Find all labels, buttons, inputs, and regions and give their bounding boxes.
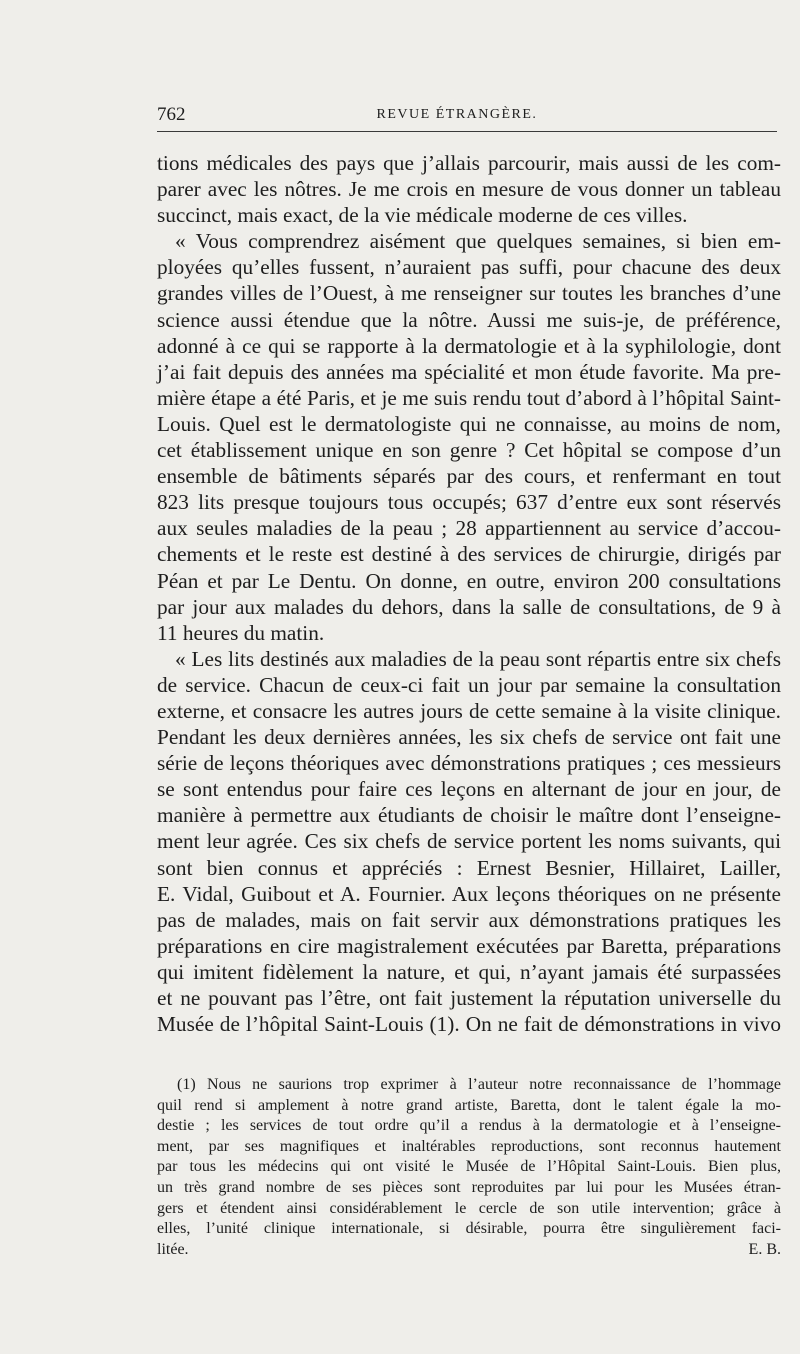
body-line: tions médicales des pays que j’allais parcourir, mais aussi de les com- [157,151,781,175]
page-header [157,104,777,130]
footnote-line: ment, par ses magnifiques et inaltérables reproductions, sont reconnus hautement [157,1137,781,1155]
body-line: Péan et par Le Dentu. On donne, en outre, environ 200 consultations [157,568,781,593]
body-line: ment leur agrée. Ces six chefs de service portent les noms suivants, qui [157,829,781,854]
body-line: externe, et consacre les autres jours de cette semaine à la visite clinique. [157,698,781,723]
footnote-line: par tous les médecins qui ont visité le Musée de l’Hôpital Saint-Louis. Bien plus, [157,1158,781,1176]
body-line: Louis. Quel est le dermatologiste qui ne connaisse, au moins de nom, [157,411,781,436]
body-line: cet établissement unique en son genre ? Cet hôpital se compose d’un [157,438,781,463]
footnote-signature: E. B. [748,1240,781,1258]
body-line: 11 heures du matin. [157,620,325,645]
footnote-line: litée. [157,1240,189,1258]
running-head: REVUE ÉTRANGÈRE. [376,107,538,122]
body-line: se sont entendus pour faire ces leçons en alternant de jour en jour, de [157,777,781,802]
body-line: ployées qu’elles fussent, n’auraient pas suffi, pour chacune des deux [157,255,781,280]
body-line: parer avec les nôtres. Je me crois en mesure de vous donner un tableau [157,177,781,202]
body-line: de service. Chacun de ceux-ci fait un jour par semaine la consultation [157,672,781,697]
footnote [157,1075,781,1260]
body-line: par jour aux malades du dehors, dans la salle de consultations, de 9 à [157,594,781,619]
body-line: E. Vidal, Guibout et A. Fournier. Aux leçons théoriques on ne présente [157,881,781,906]
body-line: science aussi étendue que la nôtre. Aussi me suis-je, de préférence, [157,307,781,332]
page-number: 762 [157,104,186,125]
body-line: Pendant les deux dernières années, les six chefs de service ont fait une [157,725,781,750]
footnote-line: un très grand nombre de ses pièces sont reproduites par lui pour les Musées étran- [157,1178,781,1196]
body-line: manière à permettre aux étudiants de choisir le maître dont l’enseigne- [157,803,781,828]
footnote-line: (1) Nous ne saurions trop exprimer à l’auteur notre reconnaissance de l’hommage [177,1076,781,1093]
body-line: série de leçons théoriques avec démonstrations pratiques ; ces messieurs [157,751,781,776]
body-line: succinct, mais exact, de la vie médicale moderne de ces villes. [157,203,688,228]
footnote-line: quil rend si amplement à notre grand artiste, Baretta, dont le talent égale la mo- [157,1096,781,1114]
footnote-last-line [157,1240,781,1261]
body-line: préparations en cire magistralement exécutées par Baretta, préparations [157,933,781,958]
header-rule [157,131,777,132]
body-line: qui imitent fidèlement la nature, et qui, n’ayant jamais été surpassées [157,959,781,984]
body-line: aux seules maladies de la peau ; 28 appartiennent au service d’accou- [157,516,781,541]
footnote-line: gers et étendent ainsi considérablement le cercle de son utile intervention; grâce à [157,1199,781,1217]
body-line: sont bien connus et appréciés : Ernest Besnier, Hillairet, Lailler, [157,855,781,880]
body-line: 823 lits presque toujours tous occupés; 637 d’entre eux sont réservés [157,490,781,515]
body-line: « Les lits destinés aux maladies de la peau sont répartis entre six chefs [175,646,781,671]
body-line: Musée de l’hôpital Saint-Louis (1). On ne fait de démonstrations in vivo [157,1012,781,1037]
body-line: et ne pouvant pas l’être, ont fait justement la réputation universelle du [157,986,781,1010]
footnote-line: elles, l’unité clinique internationale, si désirable, pourra être singulièrement faci- [157,1220,781,1238]
body-line: pas de malades, mais on fait servir aux démonstrations pratiques les [157,907,781,932]
body-text [157,150,781,1037]
body-line: chements et le reste est destiné à des services de chirurgie, dirigés par [157,542,781,567]
body-line: adonné à ce qui se rapporte à la dermatologie et à la syphilologie, dont [157,333,781,358]
footnote-line: destie ; les services de tout ordre qu’il a rendus à la dermatologie et à l’enseigne- [157,1117,781,1135]
body-line: grandes villes de l’Ouest, à me renseigner sur toutes les branches d’une [157,281,781,306]
body-line: ensemble de bâtiments séparés par des cours, et renfermant en tout [157,464,781,489]
body-line: « Vous comprendrez aisément que quelques semaines, si bien em- [175,229,781,254]
body-line: mière étape a été Paris, et je me suis rendu tout d’abord à l’hôpital Saint- [157,385,781,410]
body-line: j’ai fait depuis des années ma spécialité et mon étude favorite. Ma pre- [157,359,781,384]
